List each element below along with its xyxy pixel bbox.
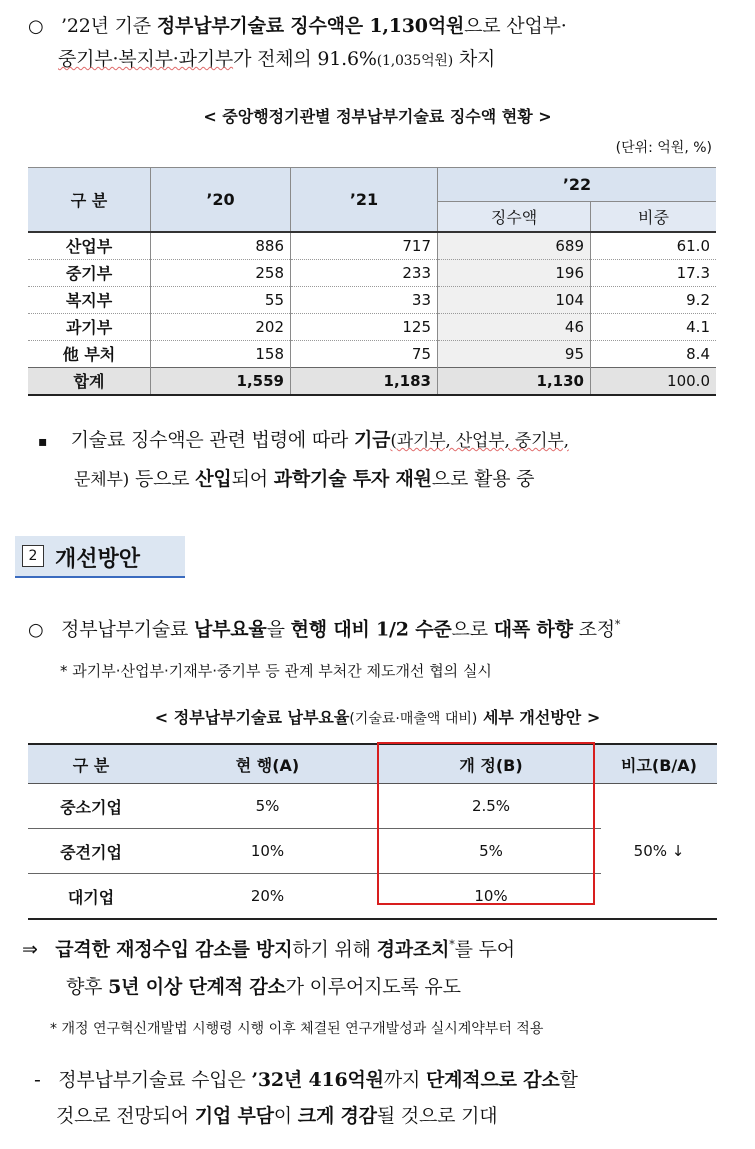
implies-arrow-icon: ⇒ [22, 938, 38, 961]
table-row [28, 259, 716, 286]
text-segment-bold: 정부납부기술료 징수액은 1,130억원 [156, 15, 465, 37]
text-segment: 것으로 전망되어 [56, 1105, 195, 1127]
text-segment-bold: 크게 경감 [297, 1105, 377, 1127]
square-bullet-icon: ▪ [38, 434, 48, 450]
header-revised: 개 정(B) [381, 744, 601, 784]
row-label: 중기부 [28, 259, 151, 286]
table-2-title-part: (기술료·매출액 대비) [349, 711, 478, 727]
table-row [28, 286, 716, 313]
paragraph-1 [28, 14, 748, 73]
cell-current: 20% [154, 874, 381, 920]
header-2020: ’20 [151, 168, 291, 232]
cell-2022-amount: 689 [438, 232, 591, 260]
text-segment: 정부납부기술료 수입은 [58, 1069, 252, 1091]
cell-revised: 2.5% [381, 784, 601, 829]
table-row [28, 784, 717, 829]
text-segment: 할 [559, 1069, 578, 1091]
table-row [28, 340, 716, 367]
text-segment: 을 [266, 618, 291, 641]
paragraph-4-line-1 [22, 933, 742, 961]
note-1: * 과기부·산업부·기재부·중기부 등 관계 부처간 제도개선 협의 실시 [60, 662, 492, 680]
paragraph-5-line-2 [56, 1104, 749, 1128]
cell-2022-ratio: 9.2 [591, 286, 717, 313]
row-label: 他 부처 [28, 340, 151, 367]
text-segment: 될 것으로 기대 [376, 1105, 498, 1127]
section-header [15, 536, 185, 578]
text-segment-bold: 대폭 하향 [493, 618, 573, 641]
text-segment-bold: 현행 대비 1/2 수준 [290, 618, 452, 641]
text-segment-bold: 경과조치 [376, 938, 450, 961]
header-category: 구 분 [28, 744, 154, 784]
text-segment: 조정 [572, 618, 615, 641]
paragraph-2 [38, 428, 748, 492]
text-segment: 까지 [383, 1069, 426, 1091]
text-segment-small: (1,035억원) [376, 53, 453, 69]
cell-note: 50% ↓ [601, 784, 717, 920]
cell-2020: 158 [151, 340, 291, 367]
text-segment: 문체부) [74, 470, 130, 490]
table-total-row [28, 367, 716, 395]
text-segment: 이 [273, 1105, 298, 1127]
text-segment: ’22년 기준 [61, 15, 157, 37]
cell-2021: 33 [291, 286, 438, 313]
circle-bullet-icon: ○ [28, 619, 44, 641]
cell-2020: 1,559 [151, 367, 291, 395]
row-label: 합계 [28, 367, 151, 395]
text-segment: 으로 활용 중 [431, 468, 535, 490]
cell-2022-ratio: 4.1 [591, 313, 717, 340]
cell-2021: 125 [291, 313, 438, 340]
text-segment-bold: 납부요율 [193, 618, 267, 641]
row-label: 중소기업 [28, 784, 154, 829]
section-number: 2 [22, 545, 44, 567]
text-segment-bold: 기업 부담 [194, 1105, 274, 1127]
cell-2022-ratio: 8.4 [591, 340, 717, 367]
table-row [28, 232, 716, 260]
text-segment: 중기부·복지부·과기부 [58, 48, 234, 70]
text-segment: 향후 [66, 976, 109, 999]
text-segment: 가 전체의 91.6% [233, 48, 377, 70]
cell-2022-amount: 46 [438, 313, 591, 340]
text-segment: 으로 산업부· [464, 15, 567, 37]
paragraph-5 [34, 1068, 749, 1128]
footnote-mark: * [449, 938, 455, 951]
collection-table [28, 167, 716, 396]
section-title: 개선방안 [55, 547, 141, 572]
cell-2022-amount: 1,130 [438, 367, 591, 395]
note-2: * 개정 연구혁신개발법 시행령 시행 이후 체결된 연구개발성과 실시계약부터 적용 [50, 1021, 544, 1037]
table-2-title-part: 세부 개선방안 > [477, 708, 601, 727]
row-label: 과기부 [28, 313, 151, 340]
cell-2022-amount: 104 [438, 286, 591, 313]
header-2022: ’22 [438, 168, 717, 202]
cell-revised: 10% [381, 874, 601, 920]
text-segment-bold: 기금 [354, 429, 391, 451]
paragraph-5-line-1 [34, 1068, 749, 1092]
circle-bullet-icon: ○ [28, 16, 44, 37]
text-segment: 가 이루어지도록 유도 [285, 976, 461, 999]
cell-revised: 5% [381, 829, 601, 874]
table-1-unit: (단위: 억원, %) [615, 140, 712, 156]
text-segment-bold: 과학기술 투자 재원 [273, 468, 432, 490]
header-current: 현 행(A) [154, 744, 381, 784]
row-label: 대기업 [28, 874, 154, 920]
table-2-title-part: < 정부납부기술료 납부요율 [154, 708, 350, 727]
cell-2022-ratio: 17.3 [591, 259, 717, 286]
rate-table [28, 743, 717, 920]
cell-2020: 202 [151, 313, 291, 340]
header-category: 구 분 [28, 168, 151, 232]
paragraph-2-line-1 [38, 428, 748, 454]
text-segment: 하기 위해 [292, 938, 377, 961]
table-2-title [0, 705, 755, 728]
text-segment-bold: 산입 [195, 468, 232, 490]
table-1-title: < 중앙행정기관별 정부납부기술료 징수액 현황 > [203, 107, 552, 126]
cell-2021: 233 [291, 259, 438, 286]
header-note: 비고(B/A) [601, 744, 717, 784]
row-label: 중견기업 [28, 829, 154, 874]
text-segment: 기술료 징수액은 관련 법령에 따라 [70, 429, 355, 451]
header-amount: 징수액 [438, 202, 591, 232]
row-label: 복지부 [28, 286, 151, 313]
cell-2021: 75 [291, 340, 438, 367]
text-segment-bold: ’32년 416억원 [251, 1069, 384, 1091]
paragraph-4 [22, 933, 742, 999]
text-segment: 차지 [453, 48, 496, 70]
cell-current: 5% [154, 784, 381, 829]
header-ratio: 비중 [591, 202, 717, 232]
row-label: 산업부 [28, 232, 151, 260]
cell-2020: 258 [151, 259, 291, 286]
text-segment-bold: 단계적으로 감소 [425, 1069, 560, 1091]
paragraph-1-line-2 [58, 47, 748, 73]
cell-2020: 886 [151, 232, 291, 260]
text-segment-bold: 5년 이상 단계적 감소 [108, 976, 286, 999]
cell-2022-ratio: 100.0 [591, 367, 717, 395]
cell-2020: 55 [151, 286, 291, 313]
cell-2022-ratio: 61.0 [591, 232, 717, 260]
text-segment-bold: 급격한 재정수입 감소를 방지 [55, 938, 293, 961]
text-segment: 등으로 [129, 468, 196, 490]
revised-column-highlight [377, 742, 595, 905]
cell-2021: 717 [291, 232, 438, 260]
cell-2022-amount: 95 [438, 340, 591, 367]
table-row [28, 313, 716, 340]
paragraph-2-line-2 [74, 467, 748, 492]
text-segment: 를 두어 [454, 938, 515, 961]
cell-current: 10% [154, 829, 381, 874]
paragraph-1-line-1 [28, 14, 748, 39]
cell-2022-amount: 196 [438, 259, 591, 286]
paragraph-3 [28, 613, 620, 642]
footnote-mark: * [614, 618, 621, 631]
header-2021: ’21 [291, 168, 438, 232]
text-segment: 으로 [451, 618, 494, 641]
dash-bullet: - [34, 1069, 41, 1091]
paragraph-4-line-2 [66, 975, 742, 999]
cell-2021: 1,183 [291, 367, 438, 395]
text-segment: 정부납부기술료 [61, 618, 194, 641]
text-segment: (과기부, 산업부, 중기부, [390, 431, 569, 451]
text-segment: 되어 [231, 468, 274, 490]
